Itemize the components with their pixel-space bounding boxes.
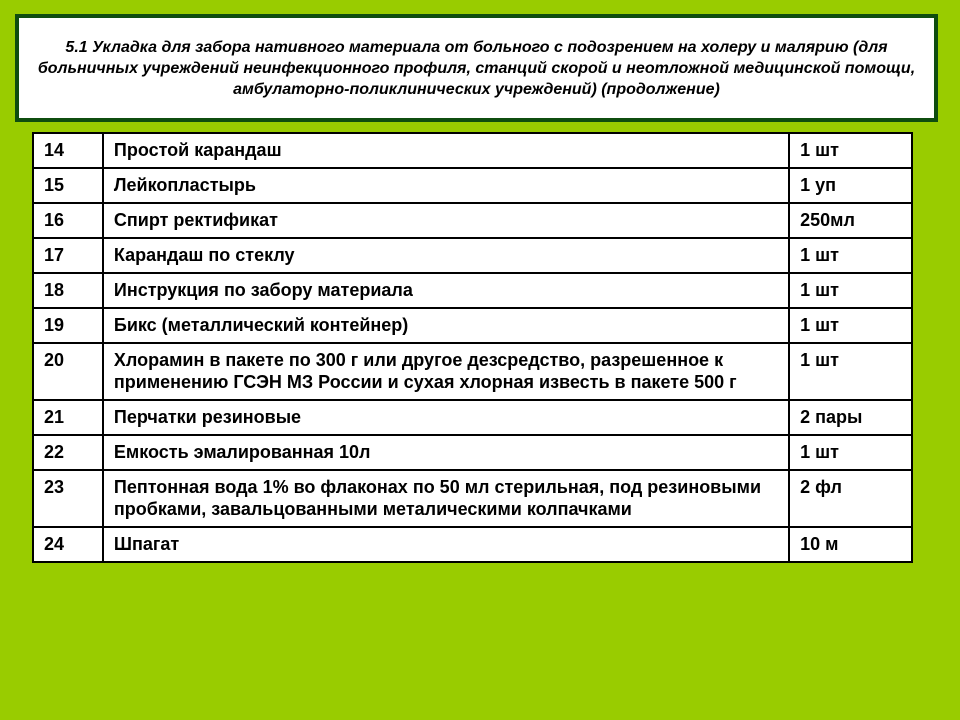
item-name: Шпагат (103, 527, 789, 562)
table-row (33, 168, 912, 203)
row-number: 24 (33, 527, 103, 562)
table-row (33, 343, 912, 400)
row-number: 22 (33, 435, 103, 470)
item-name: Карандаш по стеклу (103, 238, 789, 273)
slide-title: 5.1 Укладка для забора нативного материала от больного с подозрением на холеру и малярию (для больничных учреждений неинфекционного профиля, станций скорой и неотложной медицинской помощи, амбулаторно-поликлинических учреждений) (продолжение) (37, 38, 916, 98)
row-number: 16 (33, 203, 103, 238)
table-row (33, 400, 912, 435)
kit-table (32, 132, 913, 563)
item-name: Инструкция по забору материала (103, 273, 789, 308)
item-name: Простой карандаш (103, 133, 789, 168)
row-number: 14 (33, 133, 103, 168)
row-number: 15 (33, 168, 103, 203)
table-row (33, 203, 912, 238)
item-quantity: 250мл (789, 203, 912, 238)
row-number: 18 (33, 273, 103, 308)
item-quantity: 1 шт (789, 343, 912, 400)
item-name: Емкость эмалированная 10л (103, 435, 789, 470)
table-row (33, 470, 912, 527)
item-quantity: 2 фл (789, 470, 912, 527)
item-quantity: 1 шт (789, 308, 912, 343)
table-row (33, 308, 912, 343)
item-quantity: 2 пары (789, 400, 912, 435)
item-quantity: 1 шт (789, 238, 912, 273)
row-number: 21 (33, 400, 103, 435)
item-name: Спирт ректификат (103, 203, 789, 238)
item-name: Пептонная вода 1% во флаконах по 50 мл стерильная, под резиновыми пробками, завальцованными металическими колпачками (103, 470, 789, 527)
table-row (33, 273, 912, 308)
item-name: Хлорамин в пакете по 300 г или другое дезсредство, разрешенное к применению ГСЭН МЗ России и сухая хлорная известь в пакете 500 г (103, 343, 789, 400)
row-number: 17 (33, 238, 103, 273)
table-row (33, 527, 912, 562)
item-quantity: 10 м (789, 527, 912, 562)
table-row (33, 133, 912, 168)
item-quantity: 1 шт (789, 435, 912, 470)
item-name: Бикс (металлический контейнер) (103, 308, 789, 343)
row-number: 23 (33, 470, 103, 527)
row-number: 20 (33, 343, 103, 400)
item-name: Лейкопластырь (103, 168, 789, 203)
item-quantity: 1 шт (789, 133, 912, 168)
item-quantity: 1 уп (789, 168, 912, 203)
title-box (15, 14, 938, 122)
table-row (33, 238, 912, 273)
table-row (33, 435, 912, 470)
row-number: 19 (33, 308, 103, 343)
item-quantity: 1 шт (789, 273, 912, 308)
item-name: Перчатки резиновые (103, 400, 789, 435)
